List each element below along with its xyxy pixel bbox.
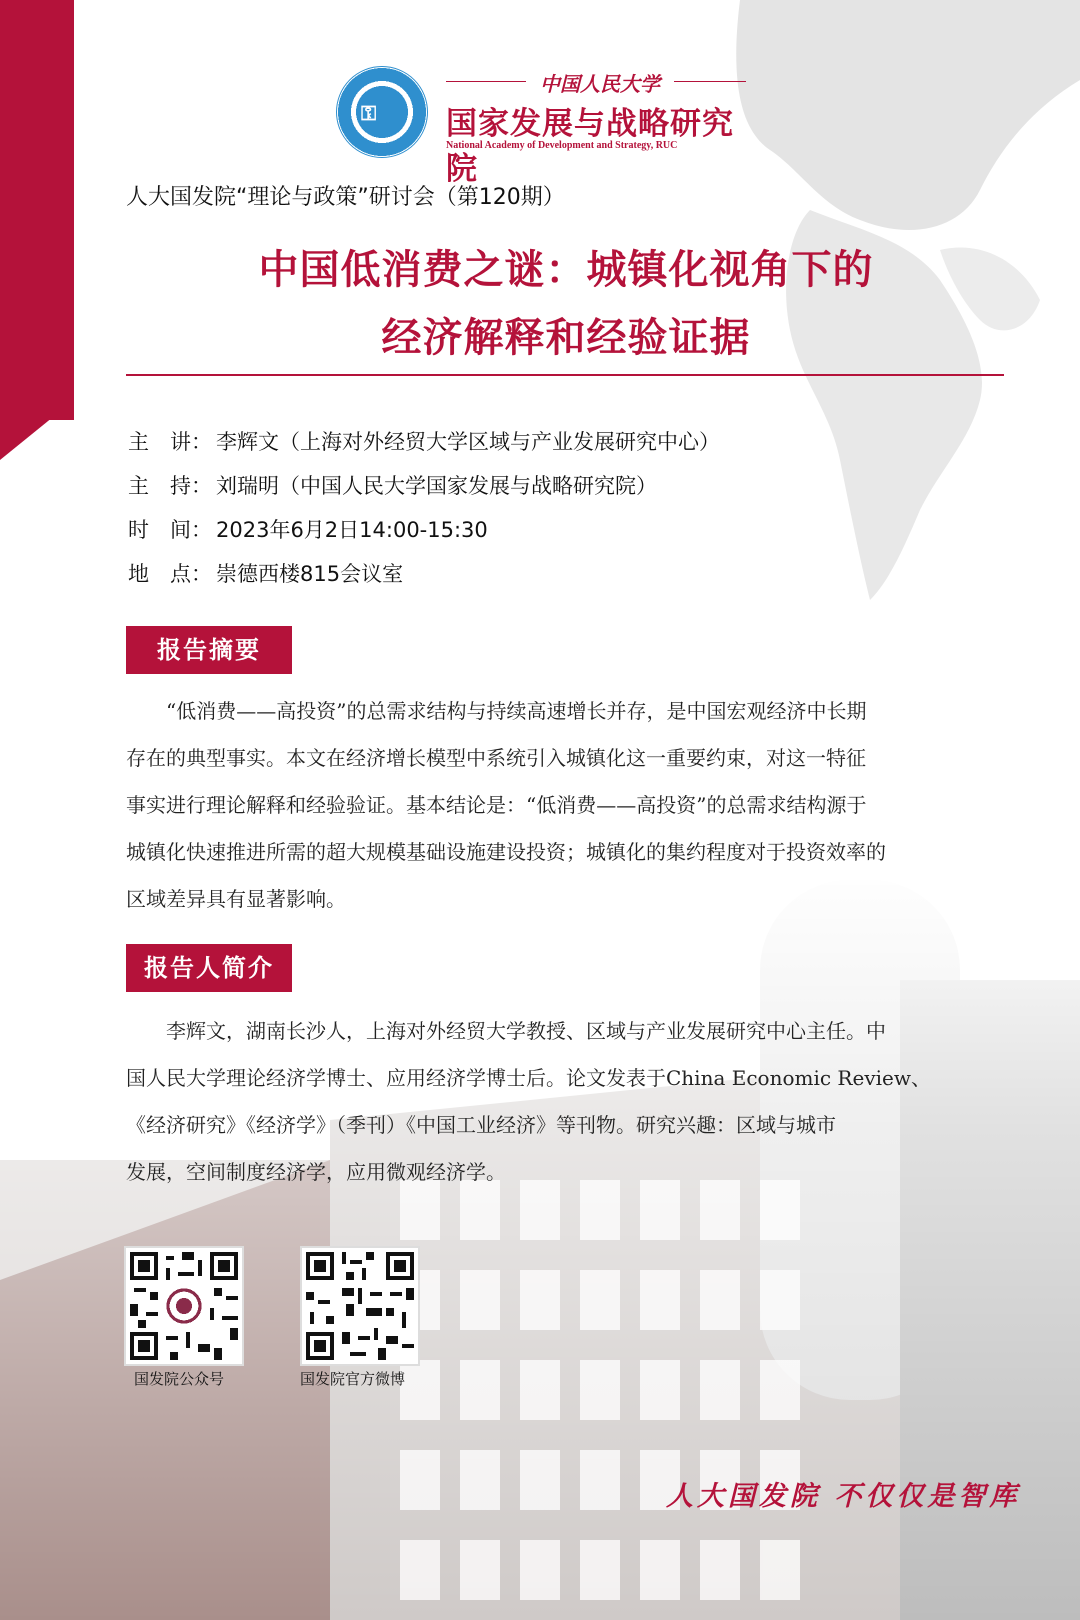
abstract-heading: 报告摘要	[126, 626, 292, 674]
institute-name-en: National Academy of Development and Strategy, RUC	[446, 140, 678, 151]
institute-logo	[336, 66, 756, 187]
slogan: 人大国发院 不仅仅是智库	[666, 1481, 1021, 1512]
bio-line: 发展，空间制度经济学，应用微观经济学。	[126, 1160, 506, 1184]
abstract-line: 城镇化快速推进所需的超大规模基础设施建设投资；城镇化的集约程度对于投资效率的	[126, 840, 886, 864]
speaker-bio-heading: 报告人简介	[126, 944, 292, 992]
abstract-text	[126, 688, 1006, 923]
speaker-bio-text	[126, 1008, 1006, 1196]
talk-title-line1: 中国低消费之谜：城镇化视角下的	[258, 247, 874, 293]
weibo-qr-label: 国发院官方微博	[300, 1370, 406, 1388]
info-value: 2023年6月2日14:00-15:30	[216, 518, 488, 542]
info-value: 李辉文（上海对外经贸大学区域与产业发展研究中心）	[216, 430, 720, 454]
institute-name-cn: 国家发展与战略研究院	[446, 106, 734, 187]
abstract-line: 事实进行理论解释和经验验证。基本结论是：“低消费——高投资”的总需求结构源于	[126, 793, 867, 817]
info-label: 主 讲：	[128, 430, 212, 454]
title-divider	[126, 374, 1004, 376]
bio-line: 《经济研究》《经济学》（季刊）《中国工业经济》等刊物。研究兴趣：区域与城市	[126, 1113, 836, 1137]
abstract-line: 存在的典型事实。本文在经济增长模型中系统引入城镇化这一重要约束，对这一特征	[126, 746, 866, 770]
university-name: 中国人民大学	[526, 68, 674, 97]
info-host	[128, 470, 657, 500]
info-label: 时 间：	[128, 518, 212, 542]
wechat-qr-code[interactable]	[124, 1246, 244, 1366]
info-label: 地 点：	[128, 562, 212, 586]
key-icon: ⚿	[361, 101, 377, 125]
info-location	[128, 558, 403, 588]
left-accent-bar-tip	[0, 400, 74, 460]
wechat-qr-label: 国发院公众号	[134, 1370, 225, 1388]
info-label: 主 持：	[128, 474, 212, 498]
info-value: 崇德西楼815会议室	[216, 562, 404, 586]
bio-line: 李辉文，湖南长沙人，上海对外经贸大学教授、区域与产业发展研究中心主任。中	[126, 1019, 886, 1043]
info-speaker	[128, 426, 720, 456]
info-time	[128, 514, 488, 544]
info-value: 刘瑞明（中国人民大学国家发展与战略研究院）	[216, 474, 657, 498]
think-tank-emblem-icon	[336, 66, 428, 158]
abstract-line: 区域差异具有显著影响。	[126, 887, 346, 911]
talk-title-line2: 经济解释和经验证据	[381, 315, 751, 361]
abstract-line: “低消费——高投资”的总需求结构与持续高速增长并存，是中国宏观经济中长期	[126, 699, 867, 723]
bio-line: 国人民大学理论经济学博士、应用经济学博士后。论文发表于China Economic Review、	[126, 1066, 931, 1090]
left-accent-bar	[0, 0, 74, 420]
weibo-qr-code[interactable]	[300, 1246, 420, 1366]
seminar-series: 人大国发院“理论与政策”研讨会（第120期）	[126, 185, 565, 210]
